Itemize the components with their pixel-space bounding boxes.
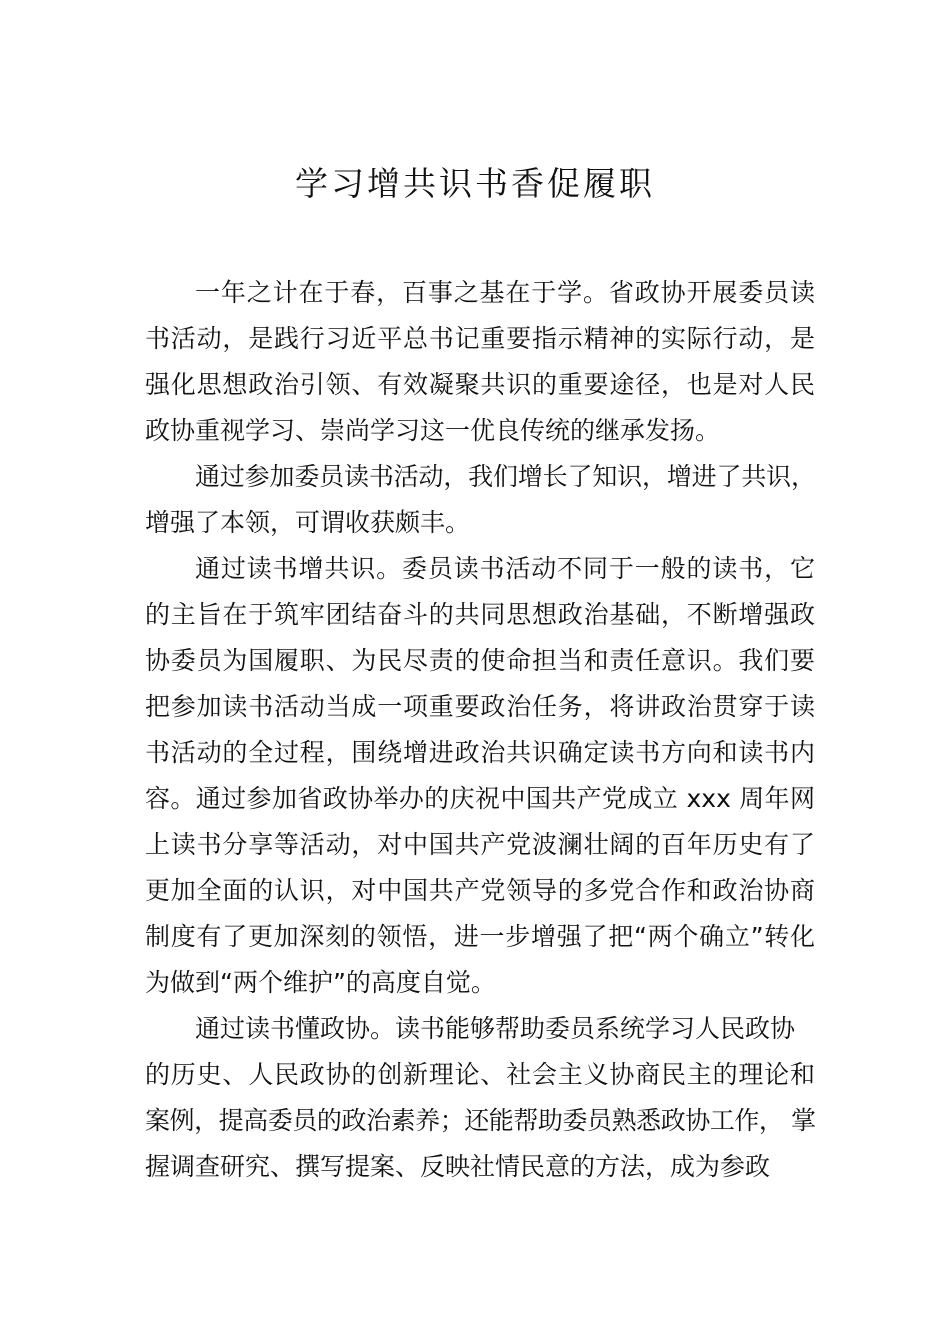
body-line: 容。通过参加省政协举办的庆祝中国共产党成立 xxx 周年网 [145,784,815,813]
body-line: 把参加读书活动当成一项重要政治任务，将讲政治贯穿于读 [145,692,815,721]
body-line: 握调查研究、撰写提案、反映社情民意的方法，成为参政 [145,1152,771,1181]
body-line: 增强了本领，可谓收获颇丰。 [145,508,471,537]
body-line: 案例，提高委员的政治素养；还能帮助委员熟悉政协工作， 掌 [145,1106,815,1135]
body-line: 更加全面的认识，对中国共产党领导的多党合作和政治协商 [145,876,815,905]
body-line: 通过参加委员读书活动，我们增长了知识，增进了共识， [195,462,815,491]
body-line: 的历史、人民政协的创新理论、社会主义协商民主的理论和 [145,1060,815,1089]
body-line: 制度有了更加深刻的领悟，进一步增强了把“两个确立”转化 [145,922,815,951]
body-line: 协委员为国履职、为民尽责的使命担当和责任意识。我们要 [145,646,815,675]
body-line: 强化思想政治引领、有效凝聚共识的重要途径，也是对人民 [145,370,815,399]
body-line: 的主旨在于筑牢团结奋斗的共同思想政治基础，不断增强政 [145,600,815,629]
document-body [145,270,815,1190]
body-line: 政协重视学习、崇尚学习这一优良传统的继承发扬。 [145,416,721,445]
body-line: 一年之计在于春，百事之基在于学。省政协开展委员读 [195,278,815,307]
document-title: 学习增共识书香促履职 [295,164,655,203]
body-line: 通过读书增共识。委员读书活动不同于一般的读书，它 [195,554,815,583]
body-line: 为做到“两个维护”的高度自觉。 [145,968,496,997]
body-line: 书活动，是践行习近平总书记重要指示精神的实际行动，是 [145,324,815,353]
body-line: 上读书分享等活动，对中国共产党波澜壮阔的百年历史有了 [145,830,815,859]
body-line: 书活动的全过程，围绕增进政治共识确定读书方向和读书内 [145,738,815,767]
body-line: 通过读书懂政协。读书能够帮助委员系统学习人民政协 [195,1014,796,1043]
